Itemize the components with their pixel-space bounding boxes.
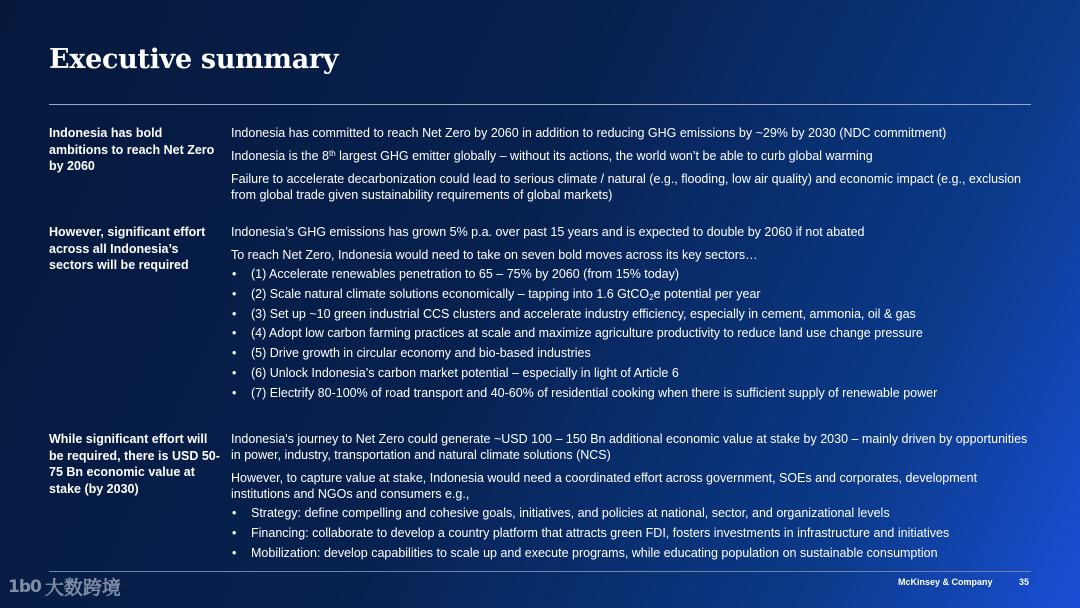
section-label: However, significant effort across all Indonesia’s sectors will be required [49,225,206,272]
footer-divider [49,571,1031,572]
list-item: • Mobilization: develop capabilities to scale up and execute programs, while educating population on sustainable consumption [231,545,1031,561]
list-item: • Financing: collaborate to develop a country platform that attracts green FDI, fosters investments in infrastructure and initiatives [231,525,1031,541]
section-label: Indonesia has bold ambitions to reach Net Zero by 2060 [49,126,215,173]
section-body [231,224,1031,405]
watermark-logo-icon: 1b0 [8,576,41,597]
list-item: • (2) Scale natural climate solutions economically – tapping into 1.6 GtCO$_2$e potential per year [231,286,1031,302]
paragraph: Indonesia is the 8th largest GHG emitter globally – without its actions, the world won’t be able to curb global warming [231,149,873,163]
list-item: • (5) Drive growth in circular economy and bio-based industries [231,345,1031,361]
title-divider [49,104,1031,105]
watermark-text: 大数跨境 [44,578,121,599]
footer-company: McKinsey & Company [898,577,993,587]
list-item: • (6) Unlock Indonesia’s carbon market potential – especially in light of Article 6 [231,365,1031,381]
bold-moves-list [231,266,1031,401]
list-item: • (7) Electrify 80-100% of road transport and 40-60% of residential cooking when there is sufficient supply of renewable power [231,385,1031,401]
paragraph: Indonesia's journey to Net Zero could generate ~USD 100 – 150 Bn additional economic value at stake by 2030 – mainly driven by opportunities in power, industry, transportation and natural climate solutions (NCS) [231,432,1028,462]
list-item: • (1) Accelerate renewables penetration to 65 – 75% by 2060 (from 15% today) [231,266,1031,282]
paragraph: Indonesia’s GHG emissions has grown 5% p.a. over past 15 years and is expected to double by 2060 if not abated [231,225,865,239]
section-label: While significant effort will be required, there is USD 50-75 Bn economic value at stake (by 2030) [49,432,220,496]
paragraph: To reach Net Zero, Indonesia would need to take on seven bold moves across its key sectors… [231,248,758,262]
paragraph: Failure to accelerate decarbonization could lead to serious climate / natural (e.g., flooding, low air quality) and economic impact (e.g., exclusion from global trade given sustainability requirements of global markets) [231,172,1021,202]
list-item: • (3) Set up ~10 green industrial CCS clusters and accelerate industry efficiency, especially in cement, ammonia, oil & gas [231,306,1031,322]
page-title: Executive summary [49,44,339,75]
section-body [231,431,1031,564]
paragraph: Indonesia has committed to reach Net Zero by 2060 in addition to reducing GHG emissions by ~29% by 2030 (NDC commitment) [231,126,947,140]
list-item: • (4) Adopt low carbon farming practices at scale and maximize agriculture productivity to reduce land use change pressure [231,325,1031,341]
paragraph: However, to capture value at stake, Indonesia would need a coordinated effort across government, SOEs and corporates, development institutions and NGOs and consumers e.g., [231,471,978,501]
section-body [231,125,1031,210]
list-item: • Strategy: define compelling and cohesive goals, initiatives, and policies at national, sector, and organizational levels [231,505,1031,521]
effort-list [231,505,1031,561]
watermark [8,573,121,600]
page-number: 35 [1019,577,1030,587]
